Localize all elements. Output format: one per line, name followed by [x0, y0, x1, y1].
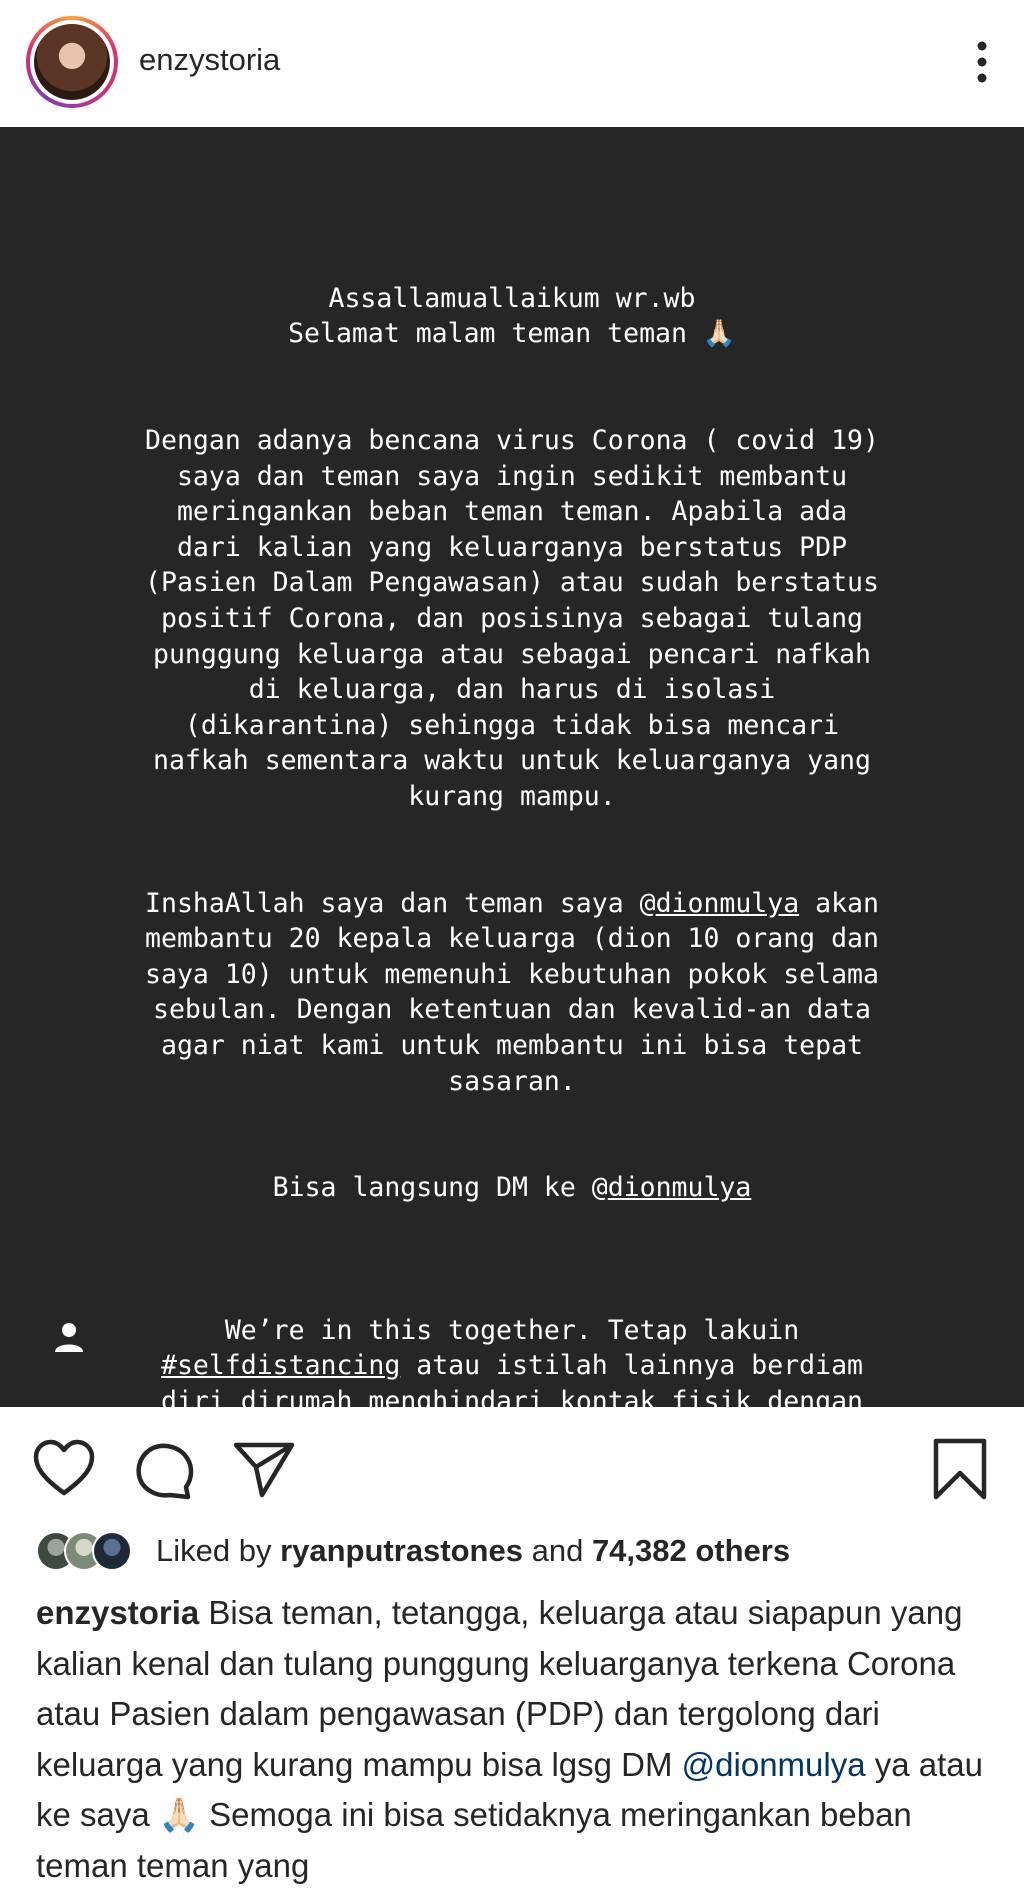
story-text [40, 245, 984, 1562]
likes-text: Liked by ryanputrastones and 74,382 others [156, 1533, 791, 1568]
heart-icon[interactable] [32, 1437, 96, 1501]
story-paragraph-4: We’re in this together. Tetap lakuin #selfdistancing atau istilah lainnya berdiam diri dirumah menghindari kontak fisik dengan orang lain agar rantai penularan virus ini bisa berkurang atau bahkan berhenti. [160, 1314, 863, 1488]
story-mention: dionmulya [607, 1172, 752, 1204]
likes-count[interactable]: 74,382 others [591, 1533, 791, 1568]
avatar[interactable] [26, 16, 118, 108]
story-paragraph-1: Dengan adanya bencana virus Corona ( covid 19) saya dan teman saya ingin sedikit membantu meringankan beban teman teman. Apabila ada dari kalian yang keluarganya berstatus PDP (Pasien Dalam Pengawasan) atau sudah berstatus positif Corona, dan posisinya sebagai tulang punggung keluarga atau sebagai pencari nafkah di keluarga, dan harus di isolasi (dikarantina) sehingga tidak bisa mencari nafkah sementara waktu untuk keluarganya yang kurang mampu. [145, 424, 879, 812]
send-icon[interactable] [232, 1437, 296, 1501]
caption-mention[interactable]: @dionmulya [681, 1745, 866, 1783]
action-bar [0, 1407, 1024, 1517]
story-image [0, 127, 1024, 1488]
story-paragraph-3: Bisa langsung DM ke @dionmulya [272, 1172, 752, 1204]
story-greeting: Assallamuallaikum wr.wb Selamat malam teman teman 🙏🏻 [288, 282, 736, 350]
story-hashtag: #selfdistancing [160, 1350, 401, 1382]
story-paragraph-2: InshaAllah saya dan teman saya @dionmulya akan membantu 20 kepala keluarga (dion 10 orang dan saya 10) untuk memenuhi kebutuhan pokok selama sebulan. Dengan ketentuan dan kevalid-an data agar niat kami untuk membantu ini bisa tepat sasaran. [145, 887, 879, 1097]
likes-row[interactable] [36, 1528, 790, 1574]
liker-username[interactable]: ryanputrastones [280, 1533, 523, 1568]
bookmark-icon[interactable] [928, 1437, 992, 1501]
header-username[interactable]: enzystoria [139, 42, 281, 77]
caption [36, 1588, 996, 1891]
post-header [0, 0, 1024, 127]
liker-avatar [92, 1531, 132, 1571]
person-tag-icon[interactable] [52, 1320, 86, 1354]
caption-username[interactable]: enzystoria [36, 1594, 200, 1631]
caption-text: ya atau ke saya 🙏🏻 Semoga ini bisa setidaknya meringankan beban teman teman yang [36, 1745, 984, 1884]
caption-text: Bisa teman, tetangga, keluarga atau siapapun yang kalian kenal dan tulang punggung keluarganya terkena Corona atau Pasien dalam pengawasan (PDP) dan tergolong dari keluarga yang kurang mampu bisa lgsg DM [36, 1594, 963, 1783]
comment-icon[interactable] [132, 1437, 196, 1501]
story-mention: dionmulya [655, 887, 800, 919]
more-vertical-icon[interactable] [970, 38, 994, 86]
profile-photo [34, 24, 110, 100]
